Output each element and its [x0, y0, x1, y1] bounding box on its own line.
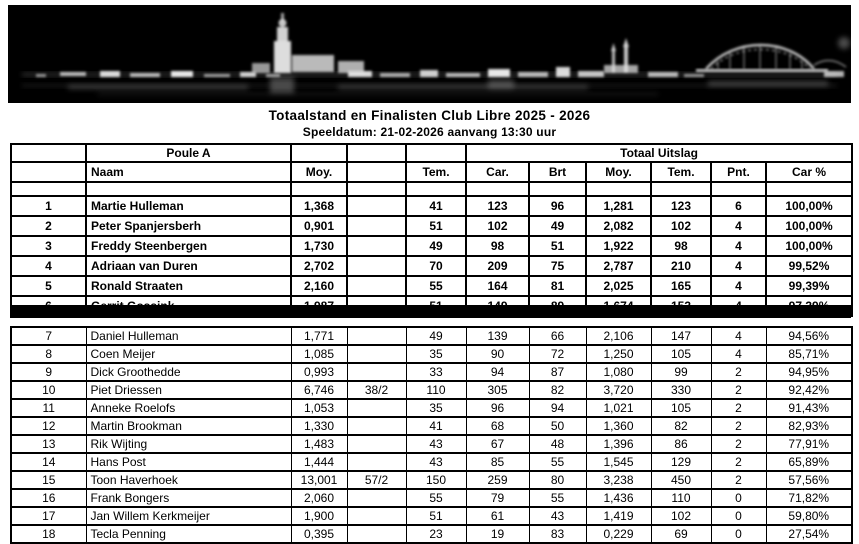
rank-cell: 1: [11, 196, 86, 216]
table-row: [11, 489, 852, 507]
moy2-cell: 1,281: [586, 196, 651, 216]
empty-cell: [711, 182, 766, 196]
tem-cell: 41: [406, 417, 466, 435]
moy-cell: 2,702: [291, 256, 347, 276]
moy-cell: 1,730: [291, 236, 347, 256]
empty-cell: [11, 162, 86, 182]
tem2-cell: 69: [651, 525, 711, 543]
rank-cell: 3: [11, 236, 86, 256]
car-cell: 123: [466, 196, 529, 216]
tem-cell: 43: [406, 453, 466, 471]
carpct-cell: 82,93%: [766, 417, 852, 435]
table-row: [11, 236, 852, 256]
rank-cell: 9: [11, 363, 86, 381]
naam-cell: Martie Hulleman: [86, 196, 291, 216]
page-subtitle: Speeldatum: 21-02-2026 aanvang 13:30 uur: [302, 125, 557, 139]
tem2-cell: 82: [651, 417, 711, 435]
table-row: [11, 417, 852, 435]
car-cell: 19: [466, 525, 529, 543]
car-cell: 68: [466, 417, 529, 435]
col-header-carpct: Car %: [766, 162, 852, 182]
pnt-cell: 0: [711, 507, 766, 525]
col-header-moy: Moy.: [291, 162, 347, 182]
car-cell: 90: [466, 345, 529, 363]
table-row: [11, 381, 852, 399]
table-row: [11, 363, 852, 381]
empty-cell: [347, 182, 406, 196]
sub-cell: [347, 345, 406, 363]
carpct-cell: 92,42%: [766, 381, 852, 399]
moy2-cell: 2,025: [586, 276, 651, 296]
col-header-moy2: Moy.: [586, 162, 651, 182]
car-cell: 259: [466, 471, 529, 489]
table-row: [11, 399, 852, 417]
empty-cell: [347, 162, 406, 182]
table-row: [11, 216, 852, 236]
sub-cell: [347, 507, 406, 525]
moy-cell: 0,901: [291, 216, 347, 236]
rank-cell: 10: [11, 381, 86, 399]
col-header-pnt: Pnt.: [711, 162, 766, 182]
sub-cell: 38/2: [347, 381, 406, 399]
moy-cell: 2,160: [291, 276, 347, 296]
sub-cell: [347, 256, 406, 276]
brt-cell: 66: [529, 327, 586, 345]
tem2-cell: 210: [651, 256, 711, 276]
moy2-cell: 2,106: [586, 327, 651, 345]
moy-cell: 1,368: [291, 196, 347, 216]
empty-cell: [11, 182, 86, 196]
tem2-cell: 450: [651, 471, 711, 489]
col-header-naam: Naam: [86, 162, 291, 182]
brt-cell: 55: [529, 453, 586, 471]
pnt-cell: 2: [711, 399, 766, 417]
col-header-brt: Brt: [529, 162, 586, 182]
sub-cell: [347, 399, 406, 417]
rank-cell: 16: [11, 489, 86, 507]
carpct-cell: 71,82%: [766, 489, 852, 507]
col-header-tem: Tem.: [406, 162, 466, 182]
moy2-cell: 3,720: [586, 381, 651, 399]
naam-cell: Hans Post: [86, 453, 291, 471]
tem2-cell: 102: [651, 507, 711, 525]
sub-cell: [347, 216, 406, 236]
table-row: [11, 435, 852, 453]
carpct-cell: 65,89%: [766, 453, 852, 471]
pnt-cell: 4: [711, 327, 766, 345]
brt-cell: 49: [529, 216, 586, 236]
tem2-cell: 110: [651, 489, 711, 507]
moy-cell: 1,771: [291, 327, 347, 345]
tem-cell: 23: [406, 525, 466, 543]
poule-a-header: Poule A: [86, 144, 291, 162]
pnt-cell: 0: [711, 489, 766, 507]
tem2-cell: 98: [651, 236, 711, 256]
brt-cell: 72: [529, 345, 586, 363]
pnt-cell: 4: [711, 276, 766, 296]
moy-cell: 0,395: [291, 525, 347, 543]
tem-cell: 35: [406, 399, 466, 417]
naam-cell: Rik Wijting: [86, 435, 291, 453]
moy2-cell: 2,082: [586, 216, 651, 236]
moy2-cell: 1,419: [586, 507, 651, 525]
rank-cell: 12: [11, 417, 86, 435]
rank-cell: 15: [11, 471, 86, 489]
tem-cell: 55: [406, 489, 466, 507]
empty-cell: [466, 182, 529, 196]
tem-cell: 49: [406, 327, 466, 345]
moy-cell: 1,900: [291, 507, 347, 525]
carpct-cell: 100,00%: [766, 216, 852, 236]
sub-cell: [347, 435, 406, 453]
car-cell: 96: [466, 399, 529, 417]
rank-cell: 7: [11, 327, 86, 345]
empty-cell: [11, 144, 86, 162]
naam-cell: Piet Driessen: [86, 381, 291, 399]
empty-cell: [291, 144, 347, 162]
naam-cell: Adriaan van Duren: [86, 256, 291, 276]
carpct-cell: 27,54%: [766, 525, 852, 543]
moy2-cell: 2,787: [586, 256, 651, 276]
col-header-tem2: Tem.: [651, 162, 711, 182]
tem2-cell: 123: [651, 196, 711, 216]
moy2-cell: 1,021: [586, 399, 651, 417]
car-cell: 67: [466, 435, 529, 453]
table-row: [11, 345, 852, 363]
moy2-cell: 1,436: [586, 489, 651, 507]
naam-cell: Anneke Roelofs: [86, 399, 291, 417]
table-row: [11, 525, 852, 543]
naam-cell: Peter Spanjersberh: [86, 216, 291, 236]
rank-cell: 5: [11, 276, 86, 296]
car-cell: 305: [466, 381, 529, 399]
brt-cell: 51: [529, 236, 586, 256]
moy2-cell: 1,080: [586, 363, 651, 381]
carpct-cell: 100,00%: [766, 236, 852, 256]
rank-cell: 18: [11, 525, 86, 543]
table-row: [11, 507, 852, 525]
moy2-cell: 1,396: [586, 435, 651, 453]
tem-cell: 49: [406, 236, 466, 256]
brt-cell: 81: [529, 276, 586, 296]
empty-cell: [347, 144, 406, 162]
moy-cell: 13,001: [291, 471, 347, 489]
car-cell: 94: [466, 363, 529, 381]
brt-cell: 43: [529, 507, 586, 525]
carpct-cell: 91,43%: [766, 399, 852, 417]
sub-cell: [347, 489, 406, 507]
tem-cell: 51: [406, 216, 466, 236]
car-cell: 61: [466, 507, 529, 525]
brt-cell: 96: [529, 196, 586, 216]
empty-cell: [651, 182, 711, 196]
car-cell: 209: [466, 256, 529, 276]
naam-cell: Freddy Steenbergen: [86, 236, 291, 256]
sub-cell: [347, 363, 406, 381]
column-header-row: [11, 162, 852, 182]
naam-cell: Martin Brookman: [86, 417, 291, 435]
moy2-cell: 3,238: [586, 471, 651, 489]
tem-cell: 55: [406, 276, 466, 296]
skyline-banner-image: [8, 5, 851, 103]
moy2-cell: 1,922: [586, 236, 651, 256]
carpct-cell: 94,56%: [766, 327, 852, 345]
carpct-cell: 100,00%: [766, 196, 852, 216]
finalists-table: [10, 143, 853, 317]
brt-cell: 55: [529, 489, 586, 507]
pnt-cell: 2: [711, 417, 766, 435]
moy-cell: 1,483: [291, 435, 347, 453]
naam-cell: Frank Bongers: [86, 489, 291, 507]
spacer-row: [11, 182, 852, 196]
brt-cell: 50: [529, 417, 586, 435]
car-cell: 85: [466, 453, 529, 471]
rank-cell: 14: [11, 453, 86, 471]
brt-cell: 75: [529, 256, 586, 276]
table-row: [11, 276, 852, 296]
pnt-cell: 2: [711, 363, 766, 381]
tem-cell: 150: [406, 471, 466, 489]
tem2-cell: 129: [651, 453, 711, 471]
empty-cell: [291, 182, 347, 196]
car-cell: 102: [466, 216, 529, 236]
rank-cell: 4: [11, 256, 86, 276]
carpct-cell: 99,52%: [766, 256, 852, 276]
naam-cell: Coen Meijer: [86, 345, 291, 363]
tem2-cell: 165: [651, 276, 711, 296]
sub-cell: [347, 327, 406, 345]
tem-cell: 110: [406, 381, 466, 399]
tem2-cell: 86: [651, 435, 711, 453]
rank-cell: 11: [11, 399, 86, 417]
moy-cell: 1,444: [291, 453, 347, 471]
skyline-graphic: [8, 5, 851, 103]
carpct-cell: 77,91%: [766, 435, 852, 453]
pnt-cell: 2: [711, 435, 766, 453]
table-row: [11, 196, 852, 216]
carpct-cell: 94,95%: [766, 363, 852, 381]
moy-cell: 0,993: [291, 363, 347, 381]
sub-cell: [347, 453, 406, 471]
brt-cell: 87: [529, 363, 586, 381]
rank-cell: 2: [11, 216, 86, 236]
group-header-row: [11, 144, 852, 162]
sub-cell: [347, 236, 406, 256]
page-title: Totaalstand en Finalisten Club Libre 2025 - 2026: [268, 108, 591, 123]
naam-cell: Tecla Penning: [86, 525, 291, 543]
pnt-cell: 4: [711, 236, 766, 256]
section-separator-band: [10, 305, 851, 318]
moy2-cell: 1,545: [586, 453, 651, 471]
moy2-cell: 1,250: [586, 345, 651, 363]
brt-cell: 94: [529, 399, 586, 417]
tem2-cell: 99: [651, 363, 711, 381]
naam-cell: Daniel Hulleman: [86, 327, 291, 345]
pnt-cell: 6: [711, 196, 766, 216]
tem-cell: 33: [406, 363, 466, 381]
empty-cell: [406, 182, 466, 196]
naam-cell: Dick Groothedde: [86, 363, 291, 381]
tem2-cell: 330: [651, 381, 711, 399]
pnt-cell: 2: [711, 453, 766, 471]
tem-cell: 70: [406, 256, 466, 276]
sub-cell: [347, 417, 406, 435]
empty-cell: [766, 182, 852, 196]
pnt-cell: 4: [711, 345, 766, 363]
car-cell: 164: [466, 276, 529, 296]
empty-cell: [86, 182, 291, 196]
moy2-cell: 0,229: [586, 525, 651, 543]
pnt-cell: 0: [711, 525, 766, 543]
car-cell: 79: [466, 489, 529, 507]
moy-cell: 1,053: [291, 399, 347, 417]
tem2-cell: 105: [651, 399, 711, 417]
pnt-cell: 4: [711, 256, 766, 276]
sub-cell: [347, 276, 406, 296]
pnt-cell: 2: [711, 471, 766, 489]
tem-cell: 51: [406, 507, 466, 525]
sub-cell: [347, 196, 406, 216]
tem-cell: 41: [406, 196, 466, 216]
pnt-cell: 4: [711, 216, 766, 236]
totaal-uitslag-header: Totaal Uitslag: [466, 144, 852, 162]
carpct-cell: 85,71%: [766, 345, 852, 363]
col-header-car: Car.: [466, 162, 529, 182]
moy-cell: 1,330: [291, 417, 347, 435]
brt-cell: 82: [529, 381, 586, 399]
naam-cell: Toon Haverhoek: [86, 471, 291, 489]
table-row: [11, 256, 852, 276]
tem-cell: 43: [406, 435, 466, 453]
empty-cell: [586, 182, 651, 196]
car-cell: 139: [466, 327, 529, 345]
moy-cell: 1,085: [291, 345, 347, 363]
brt-cell: 48: [529, 435, 586, 453]
carpct-cell: 57,56%: [766, 471, 852, 489]
tem-cell: 35: [406, 345, 466, 363]
moy2-cell: 1,360: [586, 417, 651, 435]
tem2-cell: 147: [651, 327, 711, 345]
naam-cell: Jan Willem Kerkmeijer: [86, 507, 291, 525]
table-row: [11, 453, 852, 471]
rank-cell: 8: [11, 345, 86, 363]
moy-cell: 6,746: [291, 381, 347, 399]
table-row: [11, 471, 852, 489]
carpct-cell: 99,39%: [766, 276, 852, 296]
naam-cell: Ronald Straaten: [86, 276, 291, 296]
rank-cell: 13: [11, 435, 86, 453]
car-cell: 98: [466, 236, 529, 256]
tem2-cell: 105: [651, 345, 711, 363]
standings-table: [10, 326, 853, 544]
empty-cell: [406, 144, 466, 162]
moy-cell: 2,060: [291, 489, 347, 507]
sub-cell: 57/2: [347, 471, 406, 489]
pnt-cell: 2: [711, 381, 766, 399]
rank-cell: 17: [11, 507, 86, 525]
sub-cell: [347, 525, 406, 543]
table-row: [11, 327, 852, 345]
brt-cell: 80: [529, 471, 586, 489]
carpct-cell: 59,80%: [766, 507, 852, 525]
brt-cell: 83: [529, 525, 586, 543]
empty-cell: [529, 182, 586, 196]
tem2-cell: 102: [651, 216, 711, 236]
